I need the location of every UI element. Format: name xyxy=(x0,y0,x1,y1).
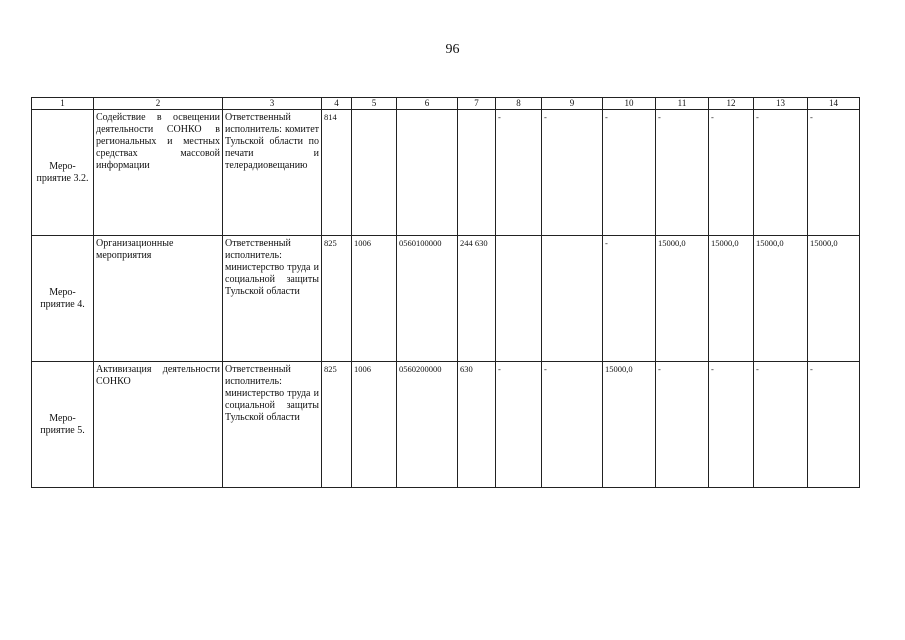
executor: Ответственный исполнитель: министерство труда и социальной защиты Тульской области xyxy=(223,362,322,488)
column-header: 4 xyxy=(322,98,352,110)
cell-value: - xyxy=(754,110,808,236)
column-header: 3 xyxy=(223,98,322,110)
cell-value: - xyxy=(754,362,808,488)
cell-value xyxy=(397,110,458,236)
cell-value: - xyxy=(709,362,754,488)
cell-value: - xyxy=(709,110,754,236)
row-label: Меро-приятие 3.2. xyxy=(32,110,94,236)
column-header: 13 xyxy=(754,98,808,110)
activity-name: Организационные мероприятия xyxy=(94,236,223,362)
cell-value: - xyxy=(603,236,656,362)
cell-value: - xyxy=(656,362,709,488)
table-row xyxy=(32,110,860,236)
cell-value: 15000,0 xyxy=(709,236,754,362)
cell-value: - xyxy=(656,110,709,236)
program-table xyxy=(31,97,860,488)
cell-value: 15000,0 xyxy=(808,236,860,362)
activity-name: Содействие в освещении деятельности СОНКО в региональных и местных средствах массовой информации xyxy=(94,110,223,236)
activity-name: Активизация деятельности СОНКО xyxy=(94,362,223,488)
row-label: Меро-приятие 5. xyxy=(32,362,94,488)
cell-value: 630 xyxy=(458,362,496,488)
cell-value: - xyxy=(496,110,542,236)
cell-value: - xyxy=(808,110,860,236)
cell-value: 1006 xyxy=(352,362,397,488)
cell-value: 814 xyxy=(322,110,352,236)
cell-value: 15000,0 xyxy=(603,362,656,488)
cell-value: - xyxy=(542,362,603,488)
row-label: Меро-приятие 4. xyxy=(32,236,94,362)
cell-value: - xyxy=(496,362,542,488)
cell-value xyxy=(458,110,496,236)
cell-value: 825 xyxy=(322,362,352,488)
column-header: 12 xyxy=(709,98,754,110)
executor: Ответственный исполнитель: министерство труда и социальной защиты Тульской области xyxy=(223,236,322,362)
executor: Ответственный исполнитель: комитет Тульской области по печати и телерадиовещанию xyxy=(223,110,322,236)
column-header: 11 xyxy=(656,98,709,110)
column-header: 14 xyxy=(808,98,860,110)
column-header: 5 xyxy=(352,98,397,110)
column-header: 8 xyxy=(496,98,542,110)
cell-value: 15000,0 xyxy=(656,236,709,362)
cell-value xyxy=(496,236,542,362)
cell-value: 244 630 xyxy=(458,236,496,362)
cell-value: 0560100000 xyxy=(397,236,458,362)
cell-value: 15000,0 xyxy=(754,236,808,362)
table-row xyxy=(32,236,860,362)
cell-value: - xyxy=(603,110,656,236)
table-row xyxy=(32,362,860,488)
cell-value: - xyxy=(808,362,860,488)
cell-value: 825 xyxy=(322,236,352,362)
column-header: 1 xyxy=(32,98,94,110)
column-header: 10 xyxy=(603,98,656,110)
column-header: 7 xyxy=(458,98,496,110)
header-row xyxy=(32,98,860,110)
cell-value xyxy=(352,110,397,236)
cell-value: 1006 xyxy=(352,236,397,362)
cell-value: 0560200000 xyxy=(397,362,458,488)
column-header: 6 xyxy=(397,98,458,110)
column-header: 9 xyxy=(542,98,603,110)
page-number: 96 xyxy=(445,42,460,57)
cell-value: - xyxy=(542,110,603,236)
cell-value xyxy=(542,236,603,362)
column-header: 2 xyxy=(94,98,223,110)
